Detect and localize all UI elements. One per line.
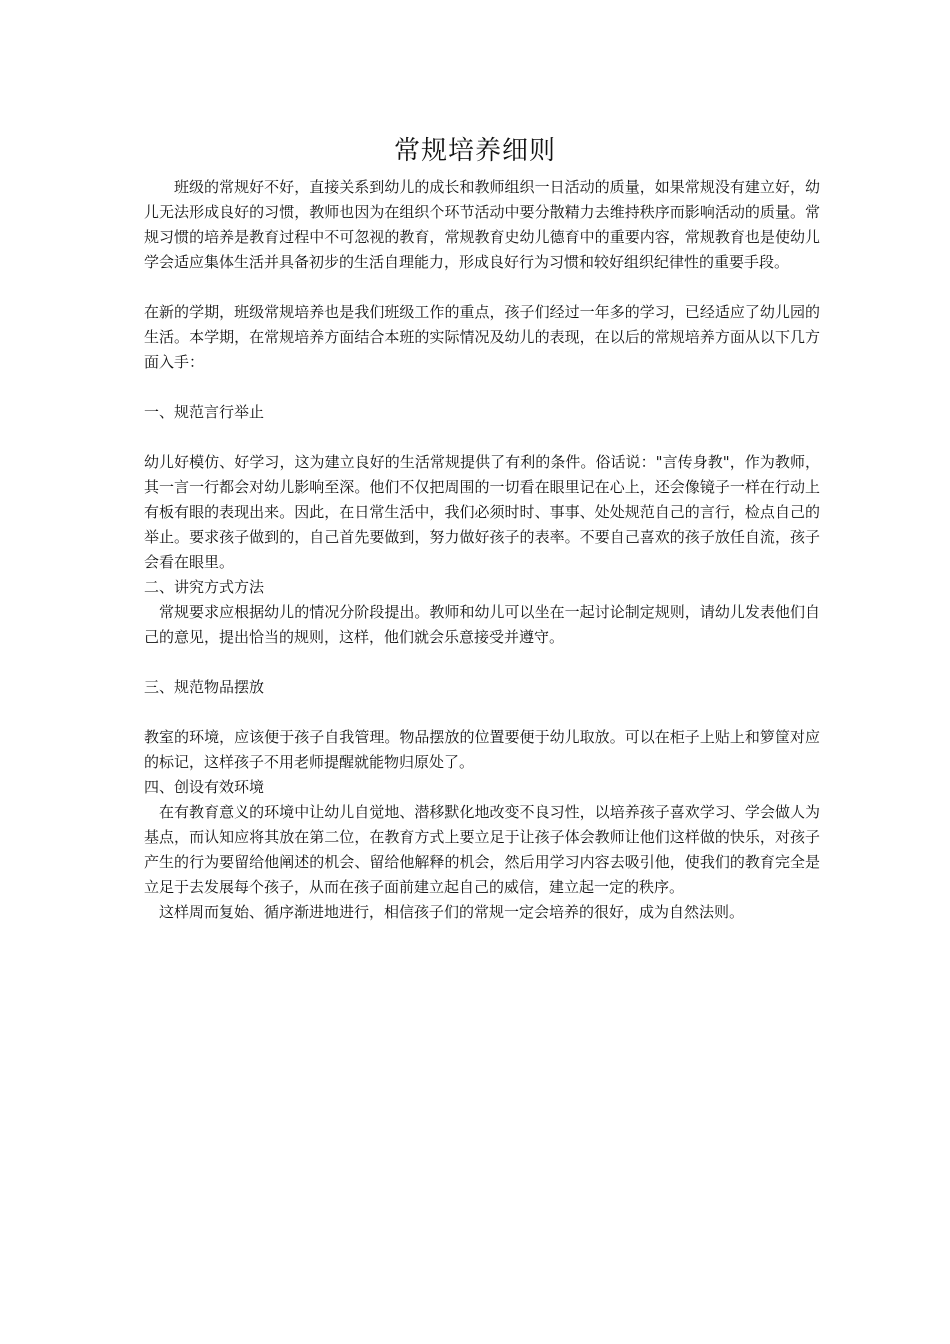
intro-paragraph-1: 班级的常规好不好，直接关系到幼儿的成长和教师组织一日活动的质量，如果常规没有建立好，幼儿无法形成良好的习惯，教师也因为在组织个环节活动中要分散精力去维持秩序而影响活动的质量。常规习惯的培养是教育过程中不可忽视的教育，常规教育史幼儿德育中的重要内容，常规教育也是使幼儿学会适应集体生活并具备初步的生活自理能力，形成良好行为习惯和较好组织纪律性的重要手段。 bbox=[144, 178, 820, 271]
paragraph-spacer bbox=[144, 425, 820, 450]
intro-paragraph-2: 在新的学期，班级常规培养也是我们班级工作的重点，孩子们经过一年多的学习，已经适应了幼儿园的生活。本学期，在常规培养方面结合本班的实际情况及幼儿的表现，在以后的常规培养方面从以下几方面入手： bbox=[144, 303, 820, 371]
paragraph-spacer bbox=[144, 275, 820, 300]
section-4-paragraph: 在有教育意义的环境中让幼儿自觉地、潜移默化地改变不良习性，以培养孩子喜欢学习、学会做人为基点，而认知应将其放在第二位，在教育方式上要立足于让孩子体会教师让他们这样做的快乐，对孩子产生的行为要留给他阐述的机会、留给他解释的机会，然后用学习内容去吸引他，使我们的教育完全是立足于去发展每个孩子，从而在孩子面前建立起自己的威信，建立起一定的秩序。 bbox=[144, 803, 820, 896]
paragraph-spacer bbox=[144, 375, 820, 400]
paragraph-spacer bbox=[144, 700, 820, 725]
section-3-heading: 三、规范物品摆放 bbox=[144, 678, 265, 696]
section-2-heading: 二、讲究方式方法 bbox=[144, 578, 265, 596]
document-body bbox=[144, 175, 820, 925]
section-1-paragraph: 幼儿好模仿、好学习，这为建立良好的生活常规提供了有利的条件。俗话说："言传身教"，作为教师，其一言一行都会对幼儿影响至深。他们不仅把周围的一切看在眼里记在心上，还会像镜子一样在行动上有板有眼的表现出来。因此，在日常生活中，我们必须时时、事事、处处规范自己的言行，检点自己的举止。要求孩子做到的，自己首先要做到，努力做好孩子的表率。不要自己喜欢的孩子放任自流，孩子会看在眼里。 bbox=[144, 453, 820, 571]
section-1-heading: 一、规范言行举止 bbox=[144, 403, 265, 421]
section-4-heading: 四、创设有效环境 bbox=[144, 778, 265, 796]
paragraph-spacer bbox=[144, 650, 820, 675]
document-title: 常规培养细则 bbox=[393, 136, 556, 166]
section-2-paragraph: 常规要求应根据幼儿的情况分阶段提出。教师和幼儿可以坐在一起讨论制定规则，请幼儿发表他们自己的意见，提出恰当的规则，这样，他们就会乐意接受并遵守。 bbox=[144, 603, 820, 646]
section-3-paragraph: 教室的环境，应该便于孩子自我管理。物品摆放的位置要便于幼儿取放。可以在柜子上贴上和箩筐对应的标记，这样孩子不用老师提醒就能物归原处了。 bbox=[144, 728, 820, 771]
closing-paragraph: 这样周而复始、循序渐进地进行，相信孩子们的常规一定会培养的很好，成为自然法则。 bbox=[159, 903, 745, 921]
